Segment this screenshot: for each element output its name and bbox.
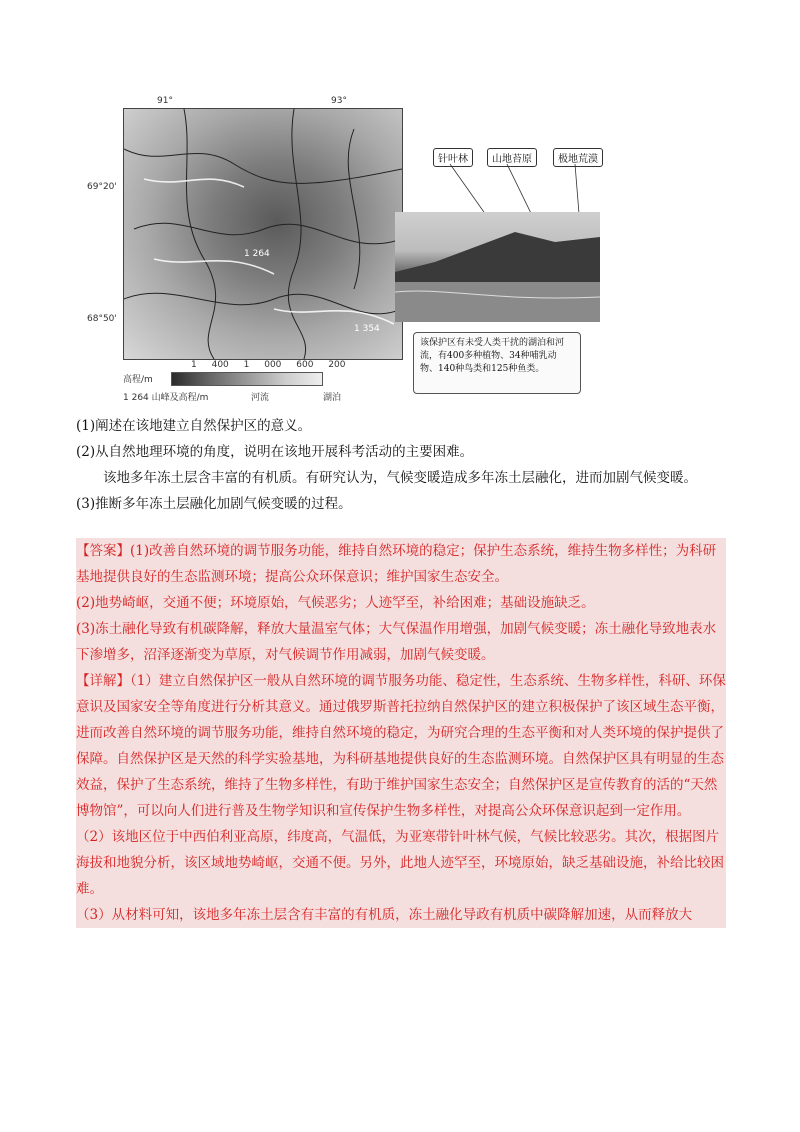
topographic-map xyxy=(123,108,403,360)
question-1: (1)阐述在该地建立自然保护区的意义。 xyxy=(76,418,312,434)
legend-elevation-label: 高程/m xyxy=(123,375,153,385)
photo-tag: 极地荒漠 xyxy=(553,148,603,167)
legend-lake-label: 湖泊 xyxy=(323,393,342,403)
legend-values: 1 400 1 000 600 200 xyxy=(191,360,346,370)
question-block xyxy=(76,413,726,517)
lon-label: 91° xyxy=(157,96,173,106)
question-2: (2)从自然地理环境的角度，说明在该地开展科考活动的主要困难。 xyxy=(76,444,474,460)
question-3: (3)推断多年冻土层融化加剧气候变暖的过程。 xyxy=(76,496,352,512)
tag-leader-lines xyxy=(395,146,620,216)
answer-line-1: (1)改善自然环境的调节服务功能，维持自然环境的稳定；保护生态系统，维持生物多样性；为科研基地提供良好的生态监测环境；提高公众环保意识；维护国家生态安全。 xyxy=(76,543,717,585)
photo-caption: 该保护区有未受人类干扰的湖泊和河流，有400多种植物、34种哺乳动物、140种鸟类和125种鱼类。 xyxy=(413,332,581,394)
figure xyxy=(87,96,625,406)
question-material: 该地多年冻土层含丰富的有机质。有研究认为，气候变暖造成多年冻土层融化，进而加剧气候变暖。 xyxy=(103,470,697,486)
detail-para-2: （2）该地区位于中西伯利亚高原，纬度高，气温低，为亚寒带针叶林气候，气候比较恶劣。其次，根据图片海拔和地貌分析，该区域地势崎岖，交通不便。另外，此地人迹罕至，环境原始，缺乏基础设施，补给比较困难。 xyxy=(76,829,724,897)
answer-label: 【答案】 xyxy=(76,543,130,559)
photo-panel xyxy=(395,146,620,401)
spot-height: 1 354 xyxy=(354,324,380,334)
lon-label: 93° xyxy=(331,96,347,106)
photo-tag: 山地苔原 xyxy=(487,148,537,167)
detail-para-3: （3）从材料可知，该地多年冻土层含有丰富的有机质，冻土融化导政有机质中碳降解加速，从而释放大 xyxy=(76,907,693,923)
river-network xyxy=(124,109,402,359)
answer-line-2: (2)地势崎岖，交通不便；环境原始，气候恶劣；人迹罕至，补给困难；基础设施缺乏。 xyxy=(76,595,595,611)
legend-river-label: 河流 xyxy=(251,393,270,403)
lat-label: 69°20' xyxy=(87,182,117,192)
map-legend xyxy=(123,358,401,406)
elevation-color-bar xyxy=(171,372,323,386)
lat-label: 68°50' xyxy=(87,314,117,324)
legend-peak-label: 1 264 山峰及高程/m xyxy=(123,393,209,403)
answer-line-3: (3)冻土融化导致有机碳降解，释放大量温室气体；大气保温作用增强，加剧气候变暖；冻土融化导致地表水下渗增多，沼泽逐渐变为草原，对气候调节作用减弱，加剧气候变暖。 xyxy=(76,621,717,663)
detail-para-1: （1）建立自然保护区一般从自然环境的调节服务功能、稳定性，生态系统、生物多样性，科研、环保意识及国家安全等角度进行分析其意义。通过俄罗斯普托拉纳自然保护区的建立积极保护了该区域生态平衡，进而改善自然环境的调节服务功能，维持自然环境的稳定，为研究合理的生态平衡和对人类环境的保护提供了保障。自然保护区是天然的科学实验基地，为科研基地提供良好的生态监测环境。自然保护区具有明显的生态效益，保护了生态系统，维持了生物多样性，有助于维护国家生态安全；自然保护区是宣传教育的活的“天然博物馆”，可以向人们进行普及生物学知识和宣传保护生物多样性，对提高公众环保意识起到一定作用。 xyxy=(76,673,726,819)
landscape-photo xyxy=(395,212,600,322)
answer-block xyxy=(76,538,726,928)
detail-label: 【详解】 xyxy=(76,673,130,689)
photo-tag: 针叶林 xyxy=(433,148,473,167)
spot-height: 1 264 xyxy=(244,249,270,259)
